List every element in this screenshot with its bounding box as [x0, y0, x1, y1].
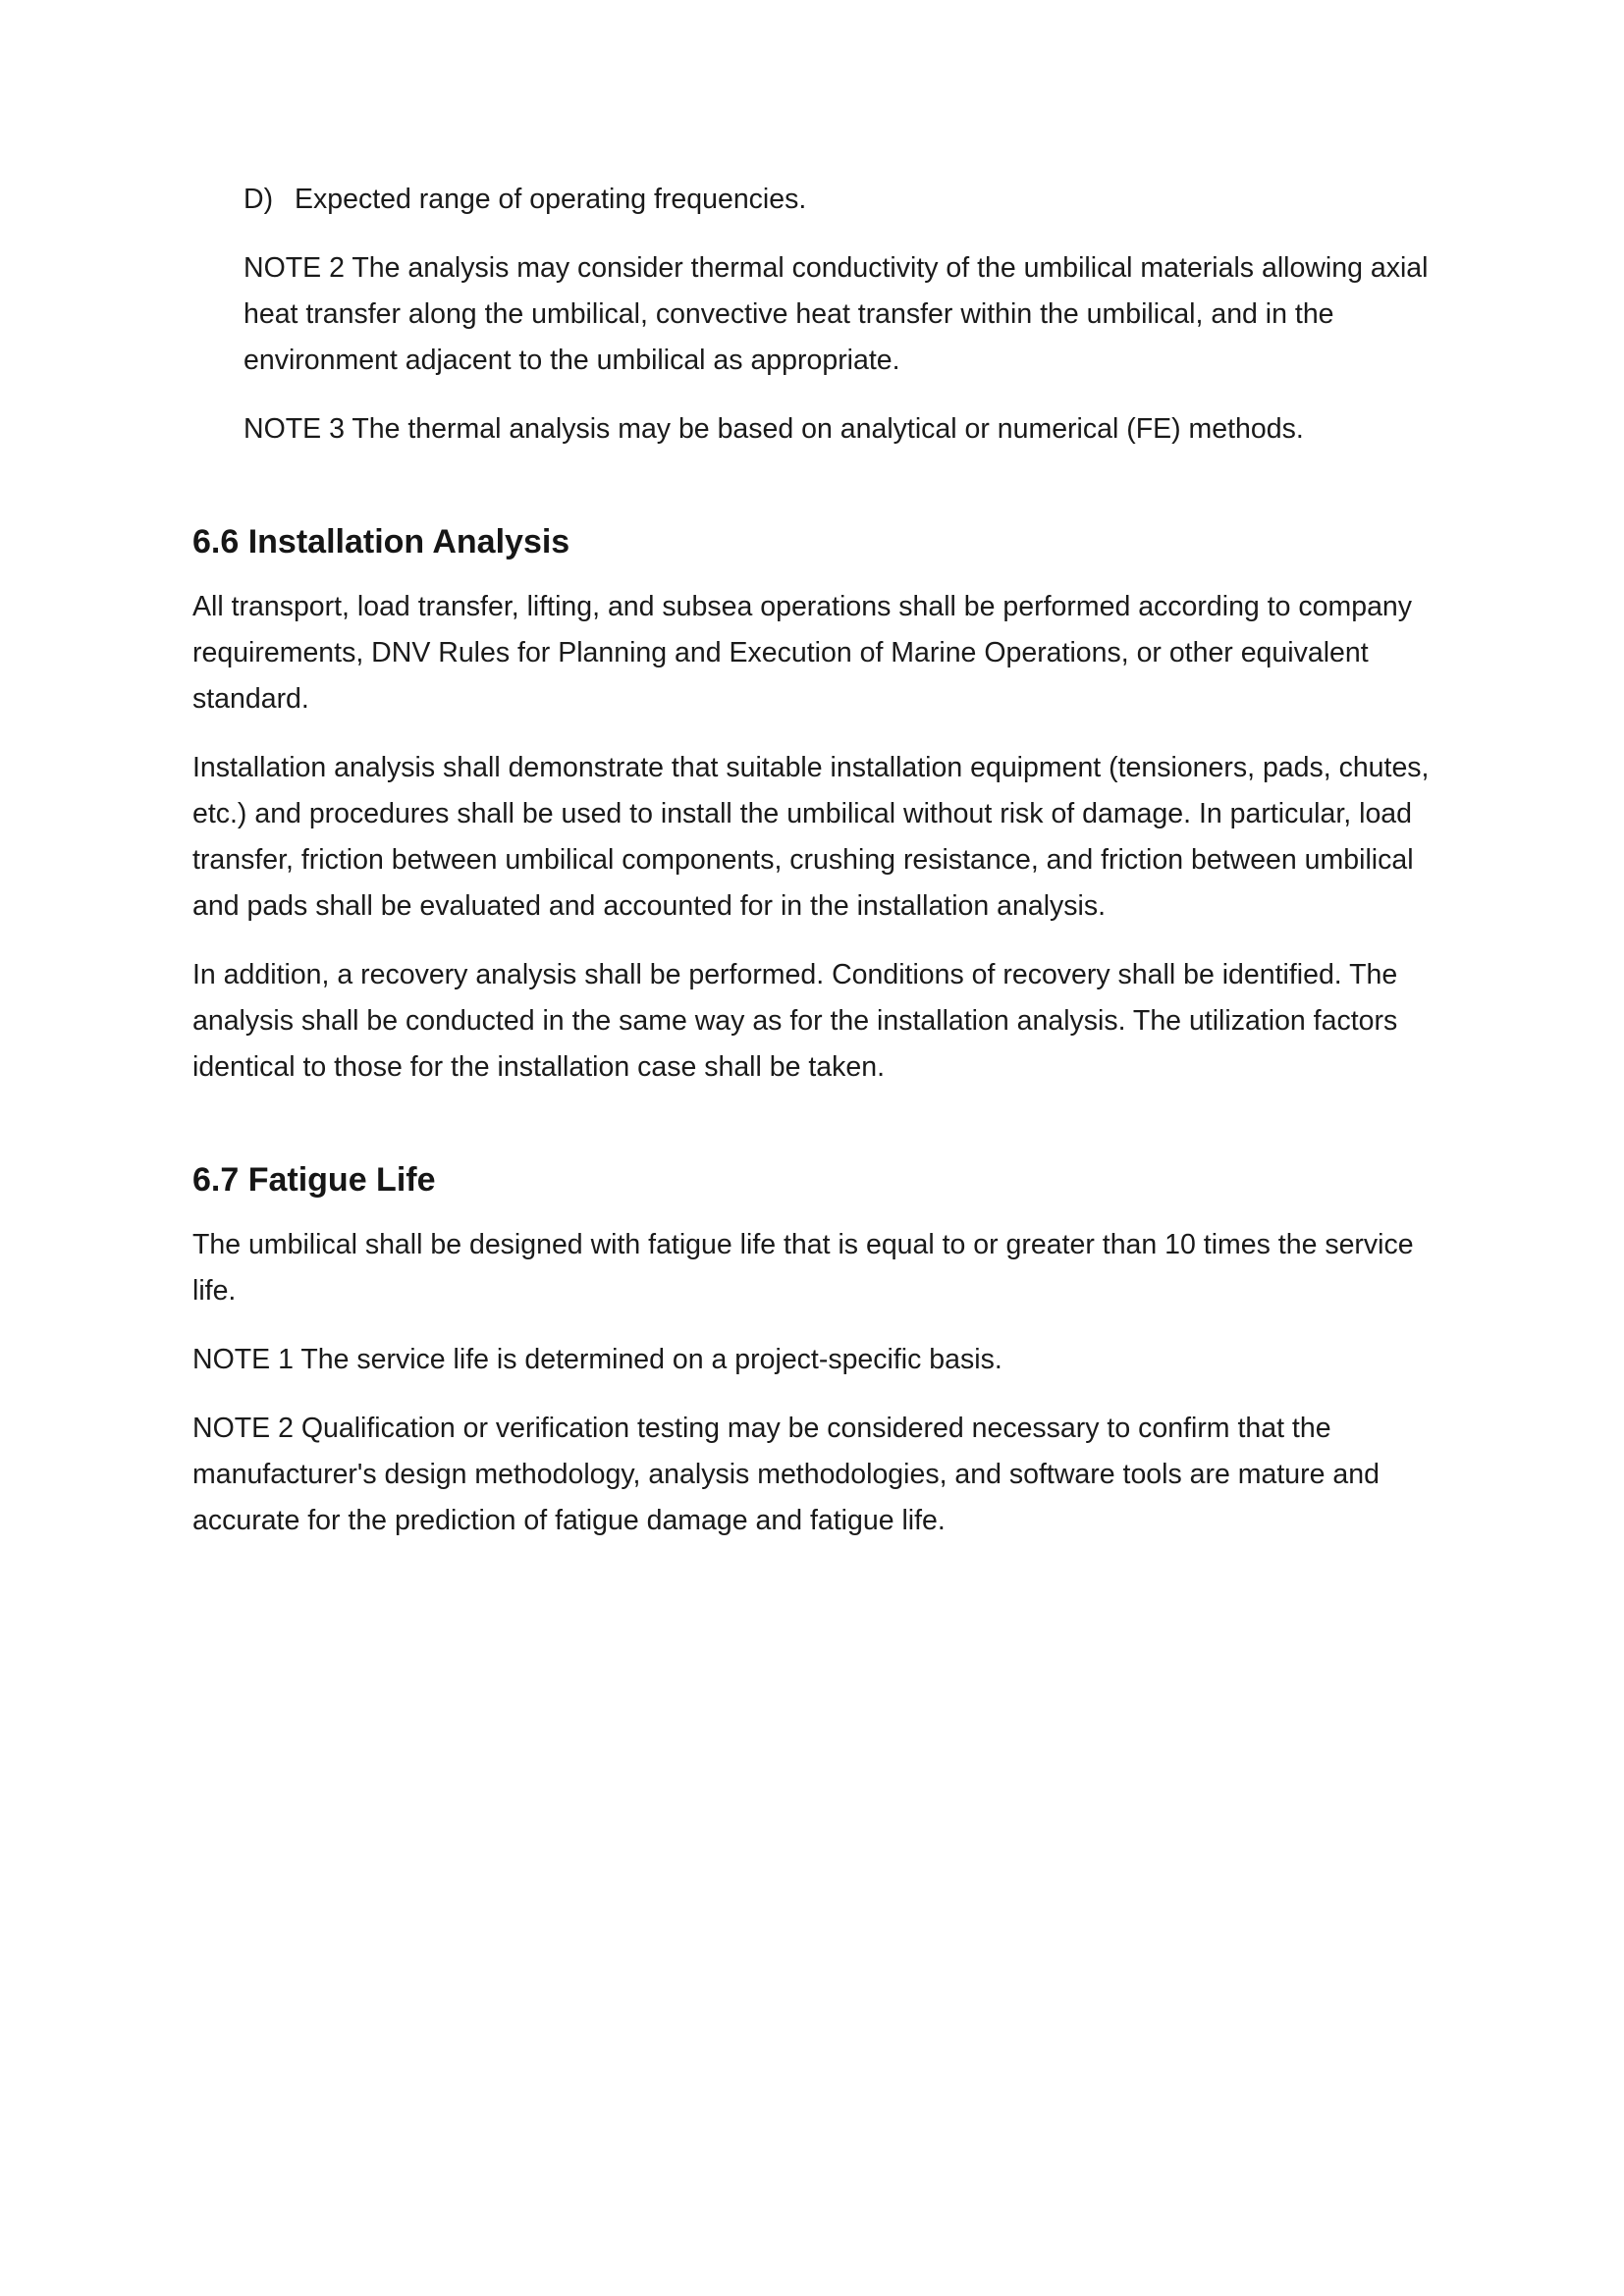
note-paragraph-2: NOTE 2 The analysis may consider thermal conductivity of the umbilical materials allowing axial heat transfer along the umbilical, convective heat transfer within the umbilical, and in the environment adjacent to the umbilical as appropriate.: [244, 252, 1429, 376]
section-heading-6-6: 6.6 Installation Analysis: [192, 523, 570, 561]
section-heading-6-7: 6.7 Fatigue Life: [192, 1161, 436, 1199]
note-paragraph-3: NOTE 3 The thermal analysis may be based on analytical or numerical (FE) methods.: [244, 413, 1304, 445]
body-paragraph: In addition, a recovery analysis shall be performed. Conditions of recovery shall be identified. The analysis shall be conducted in the same way as for the installation analysis. The utilization factors identical to those for the installation case shall be taken.: [192, 959, 1398, 1083]
body-paragraph: The umbilical shall be designed with fatigue life that is equal to or greater than 10 times the service life.: [192, 1229, 1414, 1307]
note-paragraph-1: NOTE 1 The service life is determined on a project-specific basis.: [192, 1344, 1002, 1375]
list-item-text: Expected range of operating frequencies.: [295, 184, 807, 215]
list-item-d: [244, 177, 1449, 223]
list-item-label: D): [244, 184, 274, 215]
body-paragraph: Installation analysis shall demonstrate that suitable installation equipment (tensioners, pads, chutes, etc.) and procedures shall be used to install the umbilical without risk of damage. In particular, load transfer, friction between umbilical components, crushing resistance, and friction between umbilical and pads shall be evaluated and accounted for in the installation analysis.: [192, 752, 1430, 922]
body-paragraph: All transport, load transfer, lifting, and subsea operations shall be performed according to company requirements, DNV Rules for Planning and Execution of Marine Operations, or other equivalent standard.: [192, 591, 1413, 715]
document-page: [192, 177, 1449, 1567]
note-paragraph-2-bottom: NOTE 2 Qualification or verification testing may be considered necessary to confirm that the manufacturer's design methodology, analysis methodologies, and software tools are mature and accurate for the prediction of fatigue damage and fatigue life.: [192, 1413, 1380, 1536]
